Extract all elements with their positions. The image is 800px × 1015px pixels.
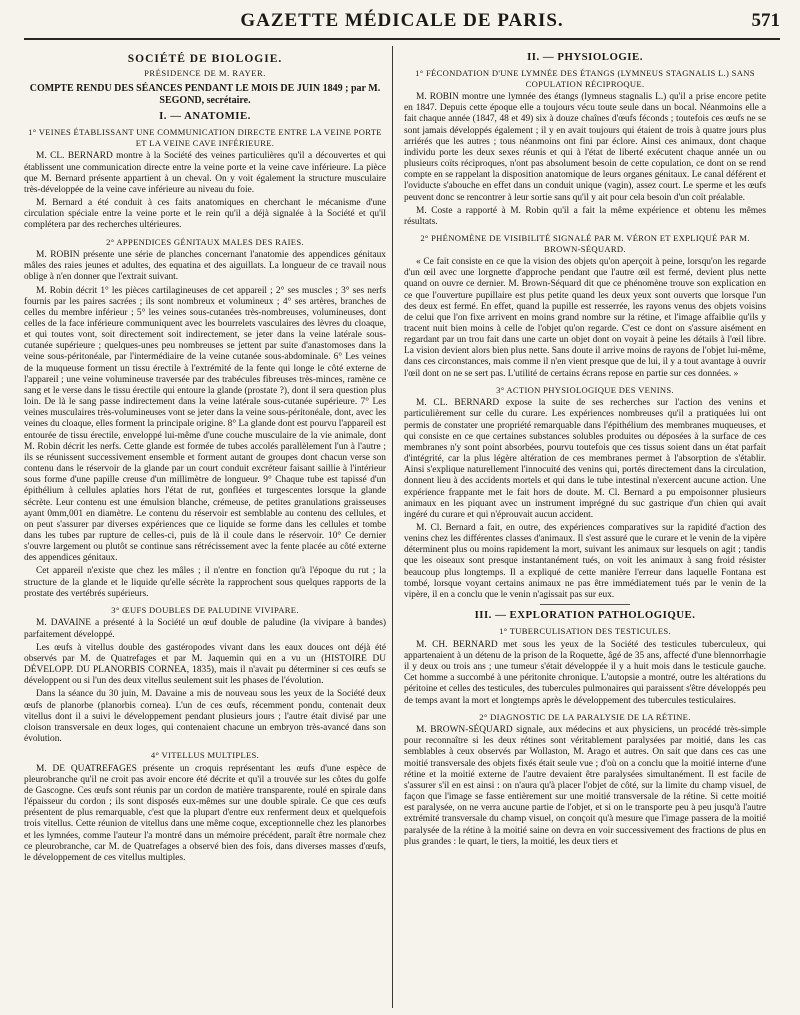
- subheading-veines: 1° VEINES ÉTABLISSANT UNE COMMUNICATION DIRECTE ENTRE LA VEINE PORTE ET LA VEINE CAVE INFÉRIEURE.: [28, 127, 382, 148]
- paragraph: M. Cl. Bernard a fait, en outre, des expériences comparatives sur la rapidité d'action des venins chez les différentes classes d'animaux. Il s'est assuré que le curare et le venin de la vipère déterminent plus ou moins rapidement la mort, suivant les animaux sur lesquels on agit ; tandis que les oiseaux sont presque instantanément tués, on voit les animaux à sang froid résister beaucoup plus longtemps. Il a expliqué de cette manière l'erreur dans laquelle Fontana est tombé, lorsque voyant certains animaux ne pas être immédiatement tués par le venin de la vipère, il en a conclu que le venin n'agissait pas sur eux.: [404, 522, 766, 600]
- subheading-fecondation: 1° FÉCONDATION D'UNE LYMNÉE DES ÉTANGS (LYMNEUS STAGNALIS L.) SANS COPULATION RÉCIPROQUE.: [415, 68, 755, 89]
- society-heading: SOCIÉTÉ DE BIOLOGIE.: [127, 53, 283, 65]
- section-physiologie: II. — PHYSIOLOGIE.: [527, 51, 643, 63]
- header-rule: [24, 38, 780, 40]
- page-number: 571: [751, 10, 780, 31]
- paragraph: Les œufs à vitellus double des gastéropodes vivant dans les eaux douces ont déjà été observés par M. de Quatrefages et par M. Jaquemin qui en a vu un (HISTOIRE DU DÉVELOPP. DU PLANORBIS CORNEA, 1835), mais il n'avait pu déterminer si ces œufs se développent ou si l'un des deux vitellus seulement suit les phases de l'évolution.: [24, 642, 386, 687]
- column-divider: [392, 46, 393, 1008]
- page-header: [24, 10, 780, 38]
- section-exploration: III. — EXPLORATION PATHOLOGIQUE.: [474, 609, 696, 622]
- presidence-line: PRÉSIDENCE DE M. RAYER.: [144, 68, 266, 79]
- paragraph: M. ROBIN montre une lymnée des étangs (lymneus stagnalis L.) qu'il a prise encore petite en 1847. Depuis cette époque elle a toujours vécu toute seule dans un bocal. Néanmoins elle a fait chaque année (1847, 48 et 49) six à douze chaînes d'œufs féconds ; toutefois ces œufs ne se sont jamais développés également ; il y en avait toujours qui étaient de trois à quatre jours plus arriérés que les autres ; tous néanmoins ont fini par éclore. Ainsi ces animaux, dont chaque individu porte les deux sexes réunis et qui à l'état de liberté exécutent chaque année un ou plusieurs coïts réciproques, n'ont pas absolument besoin de cette copulation, ce dont on se rend compte en se rappelant la disposition anatomique de leurs organes génitaux. Le canal déférent et l'oviducte s'abouche en effet dans un conduit unique (vagin), assez court. Le sperme et les œufs peuvent donc se rencontrer à leur sortie sans qu'il y ait pour cela besoin d'un coït préalable.: [404, 92, 766, 203]
- section-anatomie: I. — ANATOMIE.: [159, 110, 251, 123]
- paragraph: M. DE QUATREFAGES présente un croquis représentant les œufs d'une espèce de pleurobranche qu'il ne croit pas avoir encore été décrite et qu'il a trouvée sur les côtes du golfe de Gascogne. Ces œufs sont réunis par un cordon de matière transparente, roulé en spirale dans l'épaisseur du cordon ; ils sont disposés eux-mêmes sur une double spirale. Ce que ces œufs présentent de plus remarquable, c'est que la plupart d'entre eux renferment deux et quelquefois trois vitellus. Cette réunion de vitellus dans une même coque, exceptionnelle chez les planorbes et les lymnées, comme l'auteur l'a montré dans un mémoire précédent, paraît être normale chez ce pleurobranche, car M. de Quatrefages a observé bien des fois, dans diverses masses d'œufs, le développement de ces vitellus multiples.: [24, 763, 386, 863]
- subheading-oeufs: 3° ŒUFS DOUBLES DE PALUDINE VIVIPARE.: [111, 604, 299, 615]
- paragraph: Cet appareil n'existe que chez les mâles ; il n'entre en fonction qu'à l'époque du rut ; la structure de la glande et le liquide qu'elle sécrète la rapprochent sous quelques rapports de la prostate des vertébrés supérieurs.: [24, 566, 386, 599]
- subheading-paralysie: 2° DIAGNOSTIC DE LA PARALYSIE DE LA RÉTINE.: [479, 711, 691, 722]
- paragraph: M. CL. BERNARD expose la suite de ses recherches sur l'action des venins et particulièrement sur celle du curare. Les expériences nombreuses qu'il a pratiquées lui ont permis de constater une propriété remarquable dans l'épithélium des membranes muqueuses, et qui consiste en ce que certaines substances solubles produites ou déposées à la surface de ces membranes n'y sont point absorbées, pourvu toutefois que ces tissus soient dans un état parfait d'intégrité, car la plus légère altération de ces membranes permet à l'absorption de s'établir. Ainsi s'explique naturellement l'innocuité des venins qui, portés directement dans la circulation, donnent lieu à des accidents mortels et qui dans le tube intestinal n'exercent aucune action. Une expérience frappante met le fait hors de doute. M. Cl. Bernard a pu empoisonner plusieurs animaux en les piquant avec un instrument imprégné du suc gastrique d'un chien qui avait ingéré du curare et qui n'éprouvait aucun accident.: [404, 398, 766, 520]
- left-column: [24, 48, 386, 1006]
- subheading-venins: 3° ACTION PHYSIOLOGIQUE DES VENINS.: [496, 384, 674, 395]
- subheading-tuberculisation: 1° TUBERCULISATION DES TESTICULES.: [499, 626, 671, 637]
- paragraph: M. DAVAINE a présenté à la Société un œuf double de paludine (la vivipare à bandes) parfaitement développé.: [24, 618, 386, 640]
- subheading-visibilite: 2° PHÉNOMÈNE DE VISIBILITÉ SIGNALÉ PAR M. VÉRON ET EXPLIQUÉ PAR M. BROWN-SÉQUARD.: [420, 233, 750, 254]
- report-heading: COMPTE RENDU DES SÉANCES PENDANT LE MOIS DE JUIN 1849 ; par M. SEGOND, secrétaire.: [29, 83, 381, 107]
- journal-title: GAZETTE MÉDICALE DE PARIS.: [240, 10, 564, 31]
- paragraph: M. CL. BERNARD montre à la Société des veines particulières qu'il a découvertes et qui établissent une communication directe entre la veine porte et la veine cave inférieure. La pièce que M. Bernard présente appartient à un cheval. On y voit également la structure musculaire très-développée de la veine cave inférieure au niveau du foie.: [24, 151, 386, 195]
- paragraph: Dans la séance du 30 juin, M. Davaine a mis de nouveau sous les yeux de la Société deux œufs de planorbe (planorbis cornea). L'un de ces œufs, récemment pondu, contenait deux vitellus dont il a suivi le développement pendant plusieurs jours ; l'autre était divisé par une cloison transversale en deux loges, qui contenaient chacune un embryon très-avancé dans son évolution.: [24, 689, 386, 744]
- paragraph: M. CH. BERNARD met sous les yeux de la Société des testicules tuberculeux, qui appartenaient à un détenu de la prison de la Roquette, âgé de 35 ans, affecté d'une blennorrhagie il y deux ou trois ans ; une tumeur s'était développée il y a huit mois dans le testicule gauche. Cet homme a succombé à une péritonite chronique. L'autopsie a montré, outre les altérations du péritoine et celles des testicules, des tubercules pulmonaires qui paraissent s'être développés peu de temps avant la mort et longtemps après le développement des tubercules testiculaires.: [404, 639, 766, 706]
- paragraph: M. Bernard a été conduit à ces faits anatomiques en cherchant le mécanisme d'une circulation spéciale entre la veine porte et le rein qu'il a déjà signalée à la Société et qu'il complétera par des recherches ultérieures.: [24, 198, 386, 231]
- right-column: [404, 48, 766, 1006]
- subheading-vitellus: 4° VITELLUS MULTIPLES.: [150, 750, 260, 761]
- paragraph: M. Coste a rapporté à M. Robin qu'il a fait la même expérience et obtenu les mêmes résultats.: [404, 205, 766, 227]
- paragraph: M. ROBIN présente une série de planches concernant l'anatomie des appendices génitaux mâles des raies jeunes et adultes, des equatina et des aiguillats. La longueur de ce travail nous oblige à n'en donner que l'extrait suivant.: [24, 250, 386, 283]
- paragraph: « Ce fait consiste en ce que la vision des objets qu'on aperçoit à peine, lorsqu'on les regarde d'un œil avec une lorgnette d'approche pendant que l'autre œil est fermé, devient plus nette quand on ouvre ce dernier. M. Brown-Séquard dit que ce phénomène trouve son explication en ce que l'ouverture pupillaire est plus petite quand les deux yeux sont ouverts que lorsque l'un des deux est fermé. En effet, quand la pupille est resserrée, les rayons venus des objets voisins de celui que l'on fixe arrivent en moins grand nombre sur la rétine, et l'image affaiblie qu'ils y tracent nuit bien moins à celle de l'objet qu'on regarde. C'est ce dont on s'assure aisément en regardant par un trou fait dans une carte un objet dont on voyait à peine les détails à l'œil libre. La vision devient alors bien plus nette. Sans doute il arrive moins de rayons de l'objet lui-même, dans ces circonstances, mais comme il n'en vient presque que de lui, il y a tout avantage à ouvrir l'œil dont on ne se sert pas. L'utilité de certains écrans repose en partie sur ces données. »: [404, 257, 766, 379]
- subheading-appendices: 2° APPENDICES GÉNITAUX MALES DES RAIES.: [106, 236, 304, 247]
- section-separator: [540, 604, 630, 605]
- paragraph: M. Robin décrit 1° les pièces cartilagineuses de cet appareil ; 2° ses muscles ; 3° ses nerfs fournis par les paires sacrées ; ils sont nombreux et volumineux ; 4° ses artères, branches de celles du membre inférieur ; 5° les veines sous-cutanées très-nombreuses, volumineuses, dont celles de la face inférieure communiquent avec les bourrelets vasculaires des lèvres du cloaque, et qui toutes vont, soit directement soit indirectement, se jeter dans la veine latérale sous-cutanée supérieure ; quelques-unes peu nombreuses se jettent par suite d'anastomoses dans la veine sous-péritonéale, par l'intermédiaire de la veine cutanée sous-abdominale. 6° Les veines de la muqueuse forment un tissu érectile à l'extrémité de la fente qui longe le côté externe de l'appareil ; une veine volumineuse traversée par des trabécules fibreuses très-minces, ramène ce sang et le verse dans le tissu érectile qui entoure la glande (prostate ?), dont il sera question plus loin. De là le sang passe indirectement dans la veine latérale sous-cutanée supérieure. 7° Les veines musculaires très-volumineuses vont se jeter dans la veine sous-péritonéale, dont, avec les veines du cloaque, elles forment la principale origine. 8° La glande dont est pourvu l'appareil est entourée de tissu érectile, enveloppé lui-même d'une couche musculaire de la vie animale, dont M. Robin décrit les nerfs. Cette glande est formée de tubes accolés parallèlement l'un à l'autre ; ils se réunissent successivement ensemble et forment autant de groupes dont chacun verse son contenu dans le réservoir de la glande par un court conduit excréteur faisant saillie à l'intérieur sous forme d'une papille creuse d'un millimètre de longueur. 9° Chaque tube est tapissé d'un épithélium à cellules aplaties hors l'état de rut, gonflées et turgescentes lorsque la glande sécrète. Leur contenu est une émulsion blanche, crémeuse, de petites granulations graisseuses ayant 0mm,001 en diamètre. Le contenu du réservoir est semblable au contenu des cellules, et on peut s'assurer par diverses expériences que ce liquide se forme dans les cellules et tombe dans les tubes par rupture de celles-ci, puis de là il coule dans le réservoir. 10° Ce dernier s'ouvre largement ou plutôt se continue sans rétrécissement avec la fente placée au côté externe des appendices génitaux.: [24, 285, 386, 564]
- paragraph: M. BROWN-SÉQUARD signale, aux médecins et aux physiciens, un procédé très-simple pour reconnaître si les deux rétines sont véritablement paralysées par moitié, dans les cas semblables à ceux observés par Wollaston, M. Arago et autres. On sait que dans ces cas une moitié transversale des objets fixés était seule vue ; d'où on a conclu que la moitié interne d'une rétine et la moitié externe de l'autre devaient être paralysées simultanément. Il est facile de s'assurer s'il en est ainsi : on n'aura qu'à placer l'objet de côté, sur la limite du champ visuel, de façon que l'image se fasse entièrement sur une moitié transversale de la rétine. Si cette moitié est paralysée, on ne verra aucune partie de l'objet, et si on le transporte peu à peu jusqu'à l'autre extrémité transversale du champ visuel, on conçoit qu'à mesure que l'image passera de la moitié paralysée de la rétine à la moitié saine on devra en voir successivement des fractions de plus en plus grandes : le quart, le tiers, la moitié, les deux tiers et: [404, 725, 766, 847]
